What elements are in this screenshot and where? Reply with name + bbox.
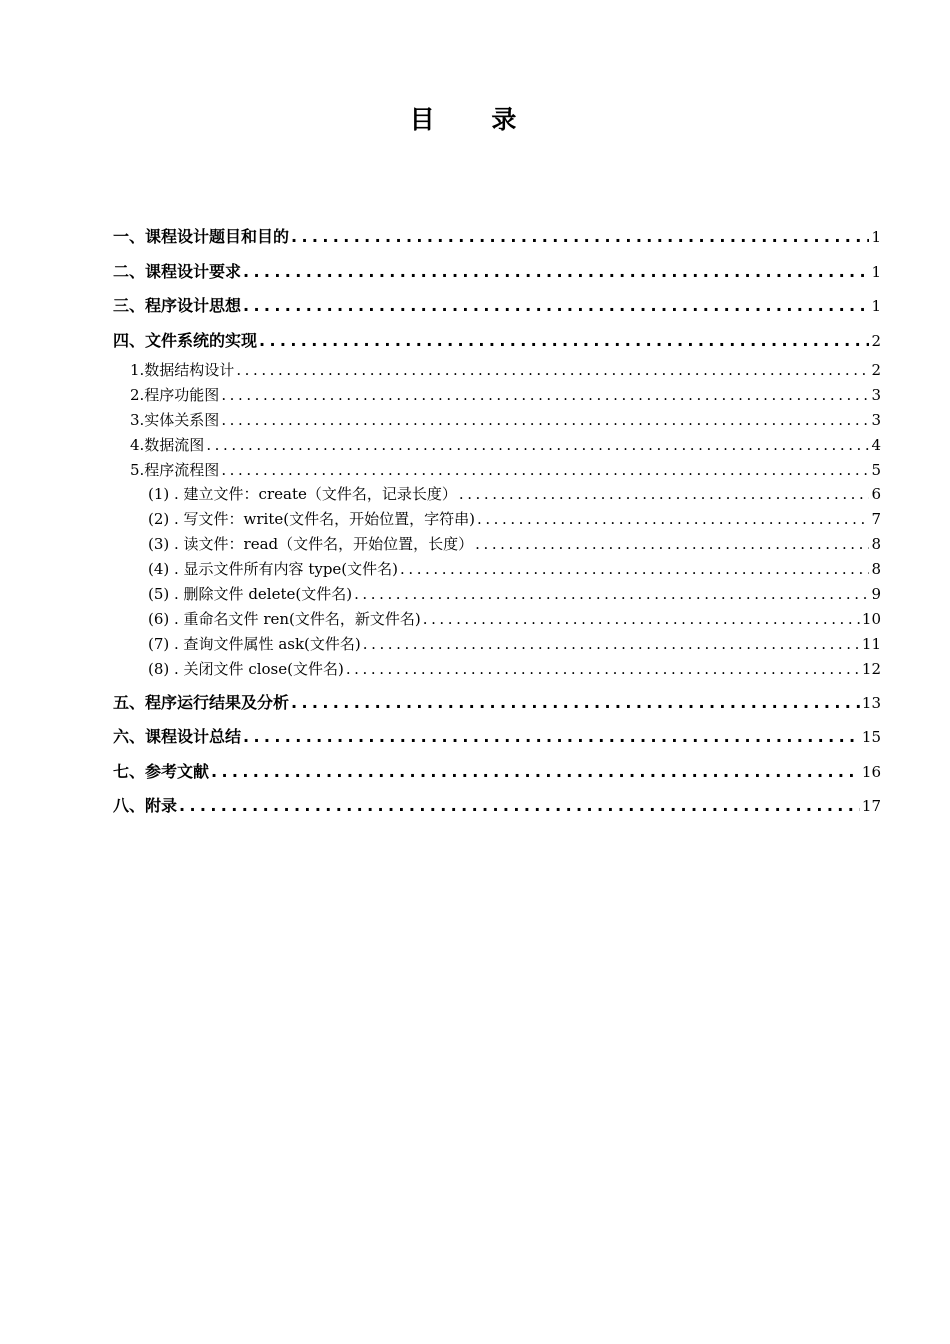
toc-page-number: 3	[871, 410, 881, 429]
toc-entry-4-5-6[interactable]	[0, 607, 950, 632]
toc-page-number: 6	[871, 485, 881, 504]
toc-entry-4-5-7[interactable]	[0, 632, 950, 657]
toc-page-number: 10	[861, 609, 881, 628]
toc-entry-2[interactable]	[0, 255, 950, 290]
toc-entry-4-1[interactable]	[0, 358, 950, 383]
toc-leader-dots	[291, 220, 869, 255]
toc-entry-label: 五、程序运行结果及分析	[113, 692, 290, 712]
toc-entry-7[interactable]	[0, 755, 950, 790]
toc-page-number: 2	[871, 361, 881, 379]
toc-entry-label: 4.数据流图	[130, 435, 205, 454]
toc-entry-label: 1.数据结构设计	[130, 361, 235, 379]
toc-entry-label: 3.实体关系图	[130, 410, 220, 429]
toc-entry-8[interactable]	[0, 789, 950, 824]
toc-leader-dots	[400, 557, 869, 582]
toc-entry-4-5-1[interactable]	[0, 482, 950, 507]
toc-page-number: 4	[871, 435, 881, 454]
toc-leader-dots	[236, 358, 869, 383]
toc-page-number: 7	[871, 510, 881, 529]
toc-entry-label: (7) . 查询文件属性 ask(文件名)	[148, 634, 361, 653]
toc-leader-dots	[346, 657, 860, 682]
toc-leader-dots	[259, 324, 869, 359]
toc-entry-label: 六、课程设计总结	[113, 727, 242, 747]
toc-entry-label: 5.程序流程图	[130, 460, 220, 479]
toc-leader-dots	[475, 532, 869, 557]
toc-entry-label: (4) . 显示文件所有内容 type(文件名)	[148, 560, 399, 579]
toc-entry-4-5-5[interactable]	[0, 582, 950, 607]
toc-page-number: 11	[861, 634, 881, 653]
toc-page-number: 16	[861, 762, 881, 781]
toc-page-number: 12	[861, 659, 881, 678]
toc-entry-6[interactable]	[0, 720, 950, 755]
toc-entry-label: 二、课程设计要求	[113, 261, 242, 281]
toc-entry-label: (8) . 关闭文件 close(文件名)	[148, 659, 344, 678]
toc-leader-dots	[459, 482, 870, 507]
toc-entry-label: (6) . 重命名文件 ren(文件名，新文件名)	[148, 609, 421, 628]
toc-leader-dots	[363, 632, 860, 657]
toc-entry-4-4[interactable]	[0, 433, 950, 458]
toc-leader-dots	[243, 255, 869, 290]
toc-entry-label: (1) . 建立文件：create（文件名，记录长度）	[148, 485, 457, 504]
toc-entry-4-5-8[interactable]	[0, 657, 950, 682]
toc-leader-dots	[291, 686, 860, 721]
toc-entry-4-5-2[interactable]	[0, 507, 950, 532]
toc-leader-dots	[221, 458, 869, 483]
toc-leader-dots	[211, 755, 860, 790]
toc-entry-label: 三、程序设计思想	[113, 296, 242, 315]
toc-entry-label: 七、参考文献	[113, 761, 210, 781]
toc-leader-dots	[423, 607, 860, 632]
toc-leader-dots	[179, 789, 860, 824]
toc-leader-dots	[206, 433, 869, 458]
toc-entry-5[interactable]	[0, 686, 950, 721]
toc-leader-dots	[221, 408, 869, 433]
toc-entry-4[interactable]	[0, 324, 950, 359]
toc-entry-label: (2) . 写文件：write(文件名，开始位置，字符串)	[148, 510, 475, 529]
toc-page-number: 17	[861, 797, 881, 816]
toc-entry-label: 一、课程设计题目和目的	[113, 227, 290, 246]
toc-leader-dots	[221, 383, 869, 408]
toc-page-number: 8	[871, 560, 881, 579]
table-of-contents	[0, 220, 950, 824]
toc-leader-dots	[243, 289, 869, 324]
toc-entry-label: 八、附录	[113, 796, 178, 816]
toc-leader-dots	[243, 720, 860, 755]
toc-page-number: 15	[861, 728, 881, 747]
toc-page-number: 5	[871, 460, 881, 479]
toc-page-number: 1	[871, 262, 881, 281]
toc-page-number: 9	[871, 585, 881, 604]
toc-entry-4-5-4[interactable]	[0, 557, 950, 582]
toc-entry-3[interactable]	[0, 289, 950, 324]
toc-entry-1[interactable]	[0, 220, 950, 255]
toc-page-number: 13	[861, 693, 881, 712]
toc-entry-label: (5) . 删除文件 delete(文件名)	[148, 585, 353, 604]
toc-page-number: 3	[871, 385, 881, 404]
toc-entry-label: 2.程序功能图	[130, 385, 220, 404]
toc-page-number: 2	[871, 331, 881, 350]
toc-page-number: 1	[871, 297, 881, 315]
toc-leader-dots	[354, 582, 869, 607]
toc-entry-label: 四、文件系统的实现	[113, 330, 258, 350]
toc-page-number: 8	[871, 535, 881, 554]
toc-entry-4-3[interactable]	[0, 408, 950, 433]
toc-entry-label: (3) . 读文件：read（文件名，开始位置，长度）	[148, 535, 474, 554]
toc-page-number: 1	[871, 228, 881, 246]
toc-entry-4-5[interactable]	[0, 458, 950, 483]
toc-leader-dots	[477, 507, 869, 532]
toc-title: 目 录	[409, 105, 541, 134]
toc-entry-4-5-3[interactable]	[0, 532, 950, 557]
toc-entry-4-2[interactable]	[0, 383, 950, 408]
